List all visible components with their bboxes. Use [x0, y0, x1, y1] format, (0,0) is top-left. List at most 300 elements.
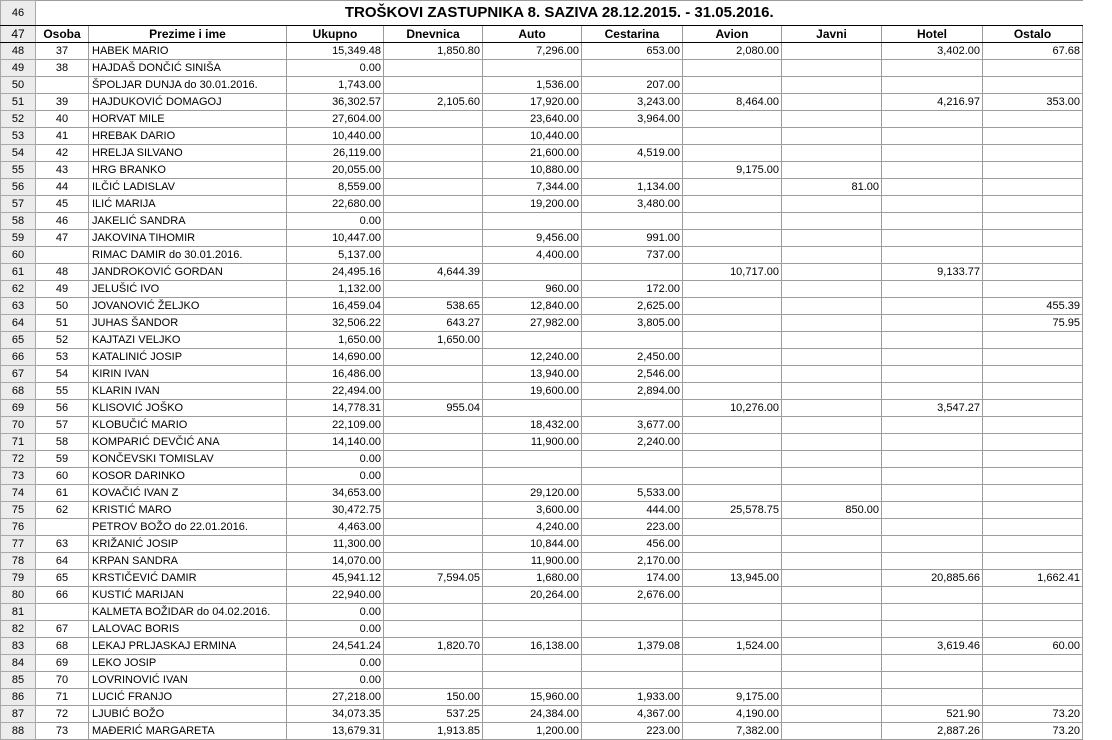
javni-cell[interactable] — [782, 570, 882, 587]
row-number[interactable]: 47 — [1, 26, 36, 43]
auto-cell[interactable]: 11,900.00 — [483, 434, 582, 451]
row-number[interactable]: 79 — [1, 570, 36, 587]
ukupno-cell[interactable]: 30,472.75 — [287, 502, 384, 519]
javni-cell[interactable] — [782, 434, 882, 451]
dnevnica-cell[interactable] — [384, 536, 483, 553]
javni-cell[interactable] — [782, 400, 882, 417]
auto-cell[interactable]: 10,844.00 — [483, 536, 582, 553]
ostalo-cell[interactable] — [983, 213, 1083, 230]
ostalo-cell[interactable] — [983, 417, 1083, 434]
avion-cell[interactable] — [683, 519, 782, 536]
cestarina-cell[interactable]: 4,519.00 — [582, 145, 683, 162]
auto-cell[interactable] — [483, 332, 582, 349]
avion-cell[interactable] — [683, 128, 782, 145]
hotel-cell[interactable] — [882, 621, 983, 638]
row-number[interactable]: 46 — [1, 1, 36, 26]
hotel-cell[interactable] — [882, 383, 983, 400]
auto-cell[interactable]: 11,900.00 — [483, 553, 582, 570]
name-cell[interactable]: KOSOR DARINKO — [89, 468, 287, 485]
ostalo-cell[interactable] — [983, 264, 1083, 281]
hotel-cell[interactable] — [882, 298, 983, 315]
osoba-cell[interactable]: 66 — [36, 587, 89, 604]
ostalo-cell[interactable] — [983, 145, 1083, 162]
header-dnevnica[interactable]: Dnevnica — [384, 26, 483, 43]
name-cell[interactable]: KRISTIĆ MARO — [89, 502, 287, 519]
avion-cell[interactable] — [683, 349, 782, 366]
row-number[interactable]: 59 — [1, 230, 36, 247]
javni-cell[interactable]: 81.00 — [782, 179, 882, 196]
ostalo-cell[interactable] — [983, 434, 1083, 451]
header-avion[interactable]: Avion — [683, 26, 782, 43]
cestarina-cell[interactable]: 207.00 — [582, 77, 683, 94]
cestarina-cell[interactable]: 2,894.00 — [582, 383, 683, 400]
osoba-cell[interactable]: 52 — [36, 332, 89, 349]
cestarina-cell[interactable] — [582, 213, 683, 230]
ukupno-cell[interactable]: 16,486.00 — [287, 366, 384, 383]
cestarina-cell[interactable]: 653.00 — [582, 43, 683, 60]
name-cell[interactable]: KONČEVSKI TOMISLAV — [89, 451, 287, 468]
osoba-cell[interactable]: 49 — [36, 281, 89, 298]
javni-cell[interactable] — [782, 247, 882, 264]
row-number[interactable]: 63 — [1, 298, 36, 315]
avion-cell[interactable] — [683, 111, 782, 128]
header-ukupno[interactable]: Ukupno — [287, 26, 384, 43]
ukupno-cell[interactable]: 27,218.00 — [287, 689, 384, 706]
javni-cell[interactable] — [782, 638, 882, 655]
row-number[interactable]: 73 — [1, 468, 36, 485]
name-cell[interactable]: KLOBUČIĆ MARIO — [89, 417, 287, 434]
dnevnica-cell[interactable] — [384, 128, 483, 145]
name-cell[interactable]: KUSTIĆ MARIJAN — [89, 587, 287, 604]
row-number[interactable]: 50 — [1, 77, 36, 94]
dnevnica-cell[interactable] — [384, 434, 483, 451]
auto-cell[interactable]: 21,600.00 — [483, 145, 582, 162]
hotel-cell[interactable] — [882, 451, 983, 468]
auto-cell[interactable]: 12,240.00 — [483, 349, 582, 366]
row-number[interactable]: 72 — [1, 451, 36, 468]
avion-cell[interactable] — [683, 655, 782, 672]
cestarina-cell[interactable]: 2,625.00 — [582, 298, 683, 315]
ostalo-cell[interactable] — [983, 60, 1083, 77]
name-cell[interactable]: HAJDUKOVIĆ DOMAGOJ — [89, 94, 287, 111]
header-javni[interactable]: Javni — [782, 26, 882, 43]
dnevnica-cell[interactable] — [384, 366, 483, 383]
header-osoba[interactable]: Osoba — [36, 26, 89, 43]
hotel-cell[interactable] — [882, 553, 983, 570]
cestarina-cell[interactable]: 223.00 — [582, 519, 683, 536]
osoba-cell[interactable]: 68 — [36, 638, 89, 655]
osoba-cell[interactable]: 50 — [36, 298, 89, 315]
row-number[interactable]: 68 — [1, 383, 36, 400]
dnevnica-cell[interactable]: 1,820.70 — [384, 638, 483, 655]
auto-cell[interactable]: 3,600.00 — [483, 502, 582, 519]
ukupno-cell[interactable]: 8,559.00 — [287, 179, 384, 196]
cestarina-cell[interactable]: 2,170.00 — [582, 553, 683, 570]
header-cestarina[interactable]: Cestarina — [582, 26, 683, 43]
javni-cell[interactable] — [782, 264, 882, 281]
cestarina-cell[interactable]: 1,933.00 — [582, 689, 683, 706]
javni-cell[interactable] — [782, 77, 882, 94]
ukupno-cell[interactable]: 24,541.24 — [287, 638, 384, 655]
osoba-cell[interactable]: 37 — [36, 43, 89, 60]
ukupno-cell[interactable]: 16,459.04 — [287, 298, 384, 315]
ukupno-cell[interactable]: 0.00 — [287, 672, 384, 689]
ostalo-cell[interactable] — [983, 196, 1083, 213]
cestarina-cell[interactable]: 3,480.00 — [582, 196, 683, 213]
osoba-cell[interactable]: 48 — [36, 264, 89, 281]
row-number[interactable]: 51 — [1, 94, 36, 111]
osoba-cell[interactable]: 51 — [36, 315, 89, 332]
osoba-cell[interactable]: 44 — [36, 179, 89, 196]
row-number[interactable]: 52 — [1, 111, 36, 128]
dnevnica-cell[interactable] — [384, 655, 483, 672]
name-cell[interactable]: PETROV BOŽO do 22.01.2016. — [89, 519, 287, 536]
cestarina-cell[interactable] — [582, 264, 683, 281]
avion-cell[interactable]: 4,190.00 — [683, 706, 782, 723]
name-cell[interactable]: KALMETA BOŽIDAR do 04.02.2016. — [89, 604, 287, 621]
javni-cell[interactable] — [782, 128, 882, 145]
auto-cell[interactable]: 29,120.00 — [483, 485, 582, 502]
dnevnica-cell[interactable] — [384, 145, 483, 162]
ukupno-cell[interactable]: 4,463.00 — [287, 519, 384, 536]
ostalo-cell[interactable] — [983, 77, 1083, 94]
ukupno-cell[interactable]: 32,506.22 — [287, 315, 384, 332]
avion-cell[interactable] — [683, 604, 782, 621]
ostalo-cell[interactable] — [983, 128, 1083, 145]
ukupno-cell[interactable]: 10,440.00 — [287, 128, 384, 145]
osoba-cell[interactable]: 60 — [36, 468, 89, 485]
name-cell[interactable]: LUCIĆ FRANJO — [89, 689, 287, 706]
row-number[interactable]: 67 — [1, 366, 36, 383]
osoba-cell[interactable]: 46 — [36, 213, 89, 230]
ukupno-cell[interactable]: 0.00 — [287, 604, 384, 621]
auto-cell[interactable]: 12,840.00 — [483, 298, 582, 315]
avion-cell[interactable] — [683, 621, 782, 638]
auto-cell[interactable]: 24,384.00 — [483, 706, 582, 723]
hotel-cell[interactable]: 2,887.26 — [882, 723, 983, 740]
avion-cell[interactable] — [683, 77, 782, 94]
cestarina-cell[interactable]: 2,450.00 — [582, 349, 683, 366]
hotel-cell[interactable] — [882, 111, 983, 128]
hotel-cell[interactable]: 4,216.97 — [882, 94, 983, 111]
header-ostalo[interactable]: Ostalo — [983, 26, 1083, 43]
ukupno-cell[interactable]: 27,604.00 — [287, 111, 384, 128]
auto-cell[interactable]: 10,880.00 — [483, 162, 582, 179]
ostalo-cell[interactable] — [983, 468, 1083, 485]
osoba-cell[interactable]: 58 — [36, 434, 89, 451]
ostalo-cell[interactable] — [983, 536, 1083, 553]
osoba-cell[interactable]: 59 — [36, 451, 89, 468]
avion-cell[interactable]: 7,382.00 — [683, 723, 782, 740]
ostalo-cell[interactable] — [983, 230, 1083, 247]
cestarina-cell[interactable]: 2,546.00 — [582, 366, 683, 383]
javni-cell[interactable] — [782, 94, 882, 111]
hotel-cell[interactable] — [882, 247, 983, 264]
auto-cell[interactable]: 15,960.00 — [483, 689, 582, 706]
cestarina-cell[interactable] — [582, 451, 683, 468]
javni-cell[interactable]: 850.00 — [782, 502, 882, 519]
hotel-cell[interactable] — [882, 468, 983, 485]
name-cell[interactable]: KLISOVIĆ JOŠKO — [89, 400, 287, 417]
name-cell[interactable]: KIRIN IVAN — [89, 366, 287, 383]
name-cell[interactable]: JAKELIĆ SANDRA — [89, 213, 287, 230]
hotel-cell[interactable] — [882, 315, 983, 332]
hotel-cell[interactable] — [882, 281, 983, 298]
osoba-cell[interactable]: 63 — [36, 536, 89, 553]
dnevnica-cell[interactable]: 4,644.39 — [384, 264, 483, 281]
row-number[interactable]: 64 — [1, 315, 36, 332]
avion-cell[interactable] — [683, 230, 782, 247]
osoba-cell[interactable]: 43 — [36, 162, 89, 179]
osoba-cell[interactable]: 55 — [36, 383, 89, 400]
ukupno-cell[interactable]: 13,679.31 — [287, 723, 384, 740]
javni-cell[interactable] — [782, 145, 882, 162]
avion-cell[interactable] — [683, 196, 782, 213]
dnevnica-cell[interactable]: 7,594.05 — [384, 570, 483, 587]
hotel-cell[interactable]: 20,885.66 — [882, 570, 983, 587]
cestarina-cell[interactable]: 2,240.00 — [582, 434, 683, 451]
osoba-cell[interactable]: 39 — [36, 94, 89, 111]
auto-cell[interactable]: 1,680.00 — [483, 570, 582, 587]
cestarina-cell[interactable] — [582, 128, 683, 145]
avion-cell[interactable] — [683, 468, 782, 485]
avion-cell[interactable]: 10,717.00 — [683, 264, 782, 281]
cestarina-cell[interactable] — [582, 400, 683, 417]
name-cell[interactable]: HRG BRANKO — [89, 162, 287, 179]
row-number[interactable]: 48 — [1, 43, 36, 60]
osoba-cell[interactable] — [36, 604, 89, 621]
ukupno-cell[interactable]: 45,941.12 — [287, 570, 384, 587]
name-cell[interactable]: HAJDAŠ DONČIĆ SINIŠA — [89, 60, 287, 77]
javni-cell[interactable] — [782, 298, 882, 315]
avion-cell[interactable]: 8,464.00 — [683, 94, 782, 111]
dnevnica-cell[interactable] — [384, 179, 483, 196]
row-number[interactable]: 88 — [1, 723, 36, 740]
avion-cell[interactable]: 13,945.00 — [683, 570, 782, 587]
hotel-cell[interactable] — [882, 145, 983, 162]
ukupno-cell[interactable]: 24,495.16 — [287, 264, 384, 281]
ostalo-cell[interactable]: 73.20 — [983, 706, 1083, 723]
javni-cell[interactable] — [782, 536, 882, 553]
ostalo-cell[interactable] — [983, 349, 1083, 366]
javni-cell[interactable] — [782, 213, 882, 230]
javni-cell[interactable] — [782, 672, 882, 689]
auto-cell[interactable]: 20,264.00 — [483, 587, 582, 604]
ostalo-cell[interactable]: 60.00 — [983, 638, 1083, 655]
name-cell[interactable]: RIMAC DAMIR do 30.01.2016. — [89, 247, 287, 264]
cestarina-cell[interactable]: 2,676.00 — [582, 587, 683, 604]
javni-cell[interactable] — [782, 196, 882, 213]
ukupno-cell[interactable]: 20,055.00 — [287, 162, 384, 179]
row-number[interactable]: 85 — [1, 672, 36, 689]
ostalo-cell[interactable]: 75.95 — [983, 315, 1083, 332]
hotel-cell[interactable] — [882, 213, 983, 230]
ukupno-cell[interactable]: 14,070.00 — [287, 553, 384, 570]
avion-cell[interactable] — [683, 366, 782, 383]
hotel-cell[interactable]: 9,133.77 — [882, 264, 983, 281]
name-cell[interactable]: KRIŽANIĆ JOSIP — [89, 536, 287, 553]
hotel-cell[interactable] — [882, 196, 983, 213]
dnevnica-cell[interactable]: 538.65 — [384, 298, 483, 315]
name-cell[interactable]: KLARIN IVAN — [89, 383, 287, 400]
row-number[interactable]: 54 — [1, 145, 36, 162]
auto-cell[interactable]: 19,200.00 — [483, 196, 582, 213]
dnevnica-cell[interactable]: 2,105.60 — [384, 94, 483, 111]
cestarina-cell[interactable]: 5,533.00 — [582, 485, 683, 502]
hotel-cell[interactable] — [882, 60, 983, 77]
javni-cell[interactable] — [782, 468, 882, 485]
osoba-cell[interactable]: 72 — [36, 706, 89, 723]
avion-cell[interactable] — [683, 587, 782, 604]
osoba-cell[interactable]: 38 — [36, 60, 89, 77]
ukupno-cell[interactable]: 0.00 — [287, 213, 384, 230]
row-number[interactable]: 87 — [1, 706, 36, 723]
javni-cell[interactable] — [782, 519, 882, 536]
cestarina-cell[interactable]: 3,805.00 — [582, 315, 683, 332]
avion-cell[interactable]: 9,175.00 — [683, 162, 782, 179]
hotel-cell[interactable] — [882, 587, 983, 604]
name-cell[interactable]: KOMPARIĆ DEVČIĆ ANA — [89, 434, 287, 451]
javni-cell[interactable] — [782, 383, 882, 400]
row-number[interactable]: 81 — [1, 604, 36, 621]
cestarina-cell[interactable]: 223.00 — [582, 723, 683, 740]
row-number[interactable]: 75 — [1, 502, 36, 519]
row-number[interactable]: 57 — [1, 196, 36, 213]
javni-cell[interactable] — [782, 621, 882, 638]
hotel-cell[interactable] — [882, 655, 983, 672]
javni-cell[interactable] — [782, 485, 882, 502]
auto-cell[interactable]: 10,440.00 — [483, 128, 582, 145]
row-number[interactable]: 49 — [1, 60, 36, 77]
javni-cell[interactable] — [782, 332, 882, 349]
dnevnica-cell[interactable] — [384, 587, 483, 604]
auto-cell[interactable] — [483, 468, 582, 485]
ostalo-cell[interactable] — [983, 247, 1083, 264]
osoba-cell[interactable]: 70 — [36, 672, 89, 689]
osoba-cell[interactable]: 64 — [36, 553, 89, 570]
ukupno-cell[interactable]: 10,447.00 — [287, 230, 384, 247]
ostalo-cell[interactable] — [983, 179, 1083, 196]
ostalo-cell[interactable] — [983, 366, 1083, 383]
ostalo-cell[interactable] — [983, 485, 1083, 502]
osoba-cell[interactable]: 41 — [36, 128, 89, 145]
osoba-cell[interactable]: 47 — [36, 230, 89, 247]
cestarina-cell[interactable]: 456.00 — [582, 536, 683, 553]
javni-cell[interactable] — [782, 43, 882, 60]
javni-cell[interactable] — [782, 655, 882, 672]
hotel-cell[interactable] — [882, 77, 983, 94]
dnevnica-cell[interactable] — [384, 383, 483, 400]
cestarina-cell[interactable]: 1,134.00 — [582, 179, 683, 196]
row-number[interactable]: 66 — [1, 349, 36, 366]
hotel-cell[interactable] — [882, 485, 983, 502]
cestarina-cell[interactable]: 174.00 — [582, 570, 683, 587]
hotel-cell[interactable] — [882, 672, 983, 689]
row-number[interactable]: 69 — [1, 400, 36, 417]
cestarina-cell[interactable]: 172.00 — [582, 281, 683, 298]
row-number[interactable]: 74 — [1, 485, 36, 502]
osoba-cell[interactable]: 73 — [36, 723, 89, 740]
name-cell[interactable]: KRPAN SANDRA — [89, 553, 287, 570]
auto-cell[interactable]: 1,200.00 — [483, 723, 582, 740]
javni-cell[interactable] — [782, 417, 882, 434]
name-cell[interactable]: ŠPOLJAR DUNJA do 30.01.2016. — [89, 77, 287, 94]
dnevnica-cell[interactable] — [384, 417, 483, 434]
auto-cell[interactable]: 4,240.00 — [483, 519, 582, 536]
dnevnica-cell[interactable] — [384, 247, 483, 264]
sheet-title[interactable]: TROŠKOVI ZASTUPNIKA 8. SAZIVA 28.12.2015. - 31.05.2016. — [36, 1, 1083, 26]
auto-cell[interactable]: 4,400.00 — [483, 247, 582, 264]
cestarina-cell[interactable]: 4,367.00 — [582, 706, 683, 723]
name-cell[interactable]: MAĐERIĆ MARGARETA — [89, 723, 287, 740]
ukupno-cell[interactable]: 22,940.00 — [287, 587, 384, 604]
row-number[interactable]: 78 — [1, 553, 36, 570]
hotel-cell[interactable] — [882, 332, 983, 349]
dnevnica-cell[interactable] — [384, 230, 483, 247]
osoba-cell[interactable] — [36, 77, 89, 94]
row-number[interactable]: 83 — [1, 638, 36, 655]
name-cell[interactable]: ILIĆ MARIJA — [89, 196, 287, 213]
name-cell[interactable]: LEKO JOSIP — [89, 655, 287, 672]
osoba-cell[interactable]: 67 — [36, 621, 89, 638]
header-prezime-ime[interactable]: Prezime i ime — [89, 26, 287, 43]
auto-cell[interactable] — [483, 604, 582, 621]
dnevnica-cell[interactable] — [384, 60, 483, 77]
avion-cell[interactable] — [683, 417, 782, 434]
javni-cell[interactable] — [782, 553, 882, 570]
javni-cell[interactable] — [782, 366, 882, 383]
row-number[interactable]: 80 — [1, 587, 36, 604]
javni-cell[interactable] — [782, 281, 882, 298]
dnevnica-cell[interactable]: 1,850.80 — [384, 43, 483, 60]
javni-cell[interactable] — [782, 706, 882, 723]
avion-cell[interactable] — [683, 672, 782, 689]
avion-cell[interactable] — [683, 536, 782, 553]
auto-cell[interactable]: 13,940.00 — [483, 366, 582, 383]
name-cell[interactable]: HORVAT MILE — [89, 111, 287, 128]
osoba-cell[interactable]: 69 — [36, 655, 89, 672]
ukupno-cell[interactable]: 0.00 — [287, 451, 384, 468]
cestarina-cell[interactable]: 3,964.00 — [582, 111, 683, 128]
name-cell[interactable]: LJUBIĆ BOŽO — [89, 706, 287, 723]
javni-cell[interactable] — [782, 349, 882, 366]
auto-cell[interactable]: 9,456.00 — [483, 230, 582, 247]
hotel-cell[interactable]: 3,547.27 — [882, 400, 983, 417]
auto-cell[interactable]: 17,920.00 — [483, 94, 582, 111]
avion-cell[interactable] — [683, 281, 782, 298]
ukupno-cell[interactable]: 34,073.35 — [287, 706, 384, 723]
auto-cell[interactable]: 23,640.00 — [483, 111, 582, 128]
dnevnica-cell[interactable] — [384, 77, 483, 94]
name-cell[interactable]: KAJTAZI VELJKO — [89, 332, 287, 349]
name-cell[interactable]: JAKOVINA TIHOMIR — [89, 230, 287, 247]
dnevnica-cell[interactable]: 955.04 — [384, 400, 483, 417]
row-number[interactable]: 65 — [1, 332, 36, 349]
name-cell[interactable]: KATALINIĆ JOSIP — [89, 349, 287, 366]
ostalo-cell[interactable] — [983, 111, 1083, 128]
auto-cell[interactable]: 27,982.00 — [483, 315, 582, 332]
javni-cell[interactable] — [782, 451, 882, 468]
ostalo-cell[interactable] — [983, 281, 1083, 298]
row-number[interactable]: 58 — [1, 213, 36, 230]
javni-cell[interactable] — [782, 723, 882, 740]
avion-cell[interactable]: 1,524.00 — [683, 638, 782, 655]
avion-cell[interactable] — [683, 553, 782, 570]
cestarina-cell[interactable]: 1,379.08 — [582, 638, 683, 655]
cestarina-cell[interactable] — [582, 604, 683, 621]
auto-cell[interactable] — [483, 400, 582, 417]
osoba-cell[interactable]: 71 — [36, 689, 89, 706]
